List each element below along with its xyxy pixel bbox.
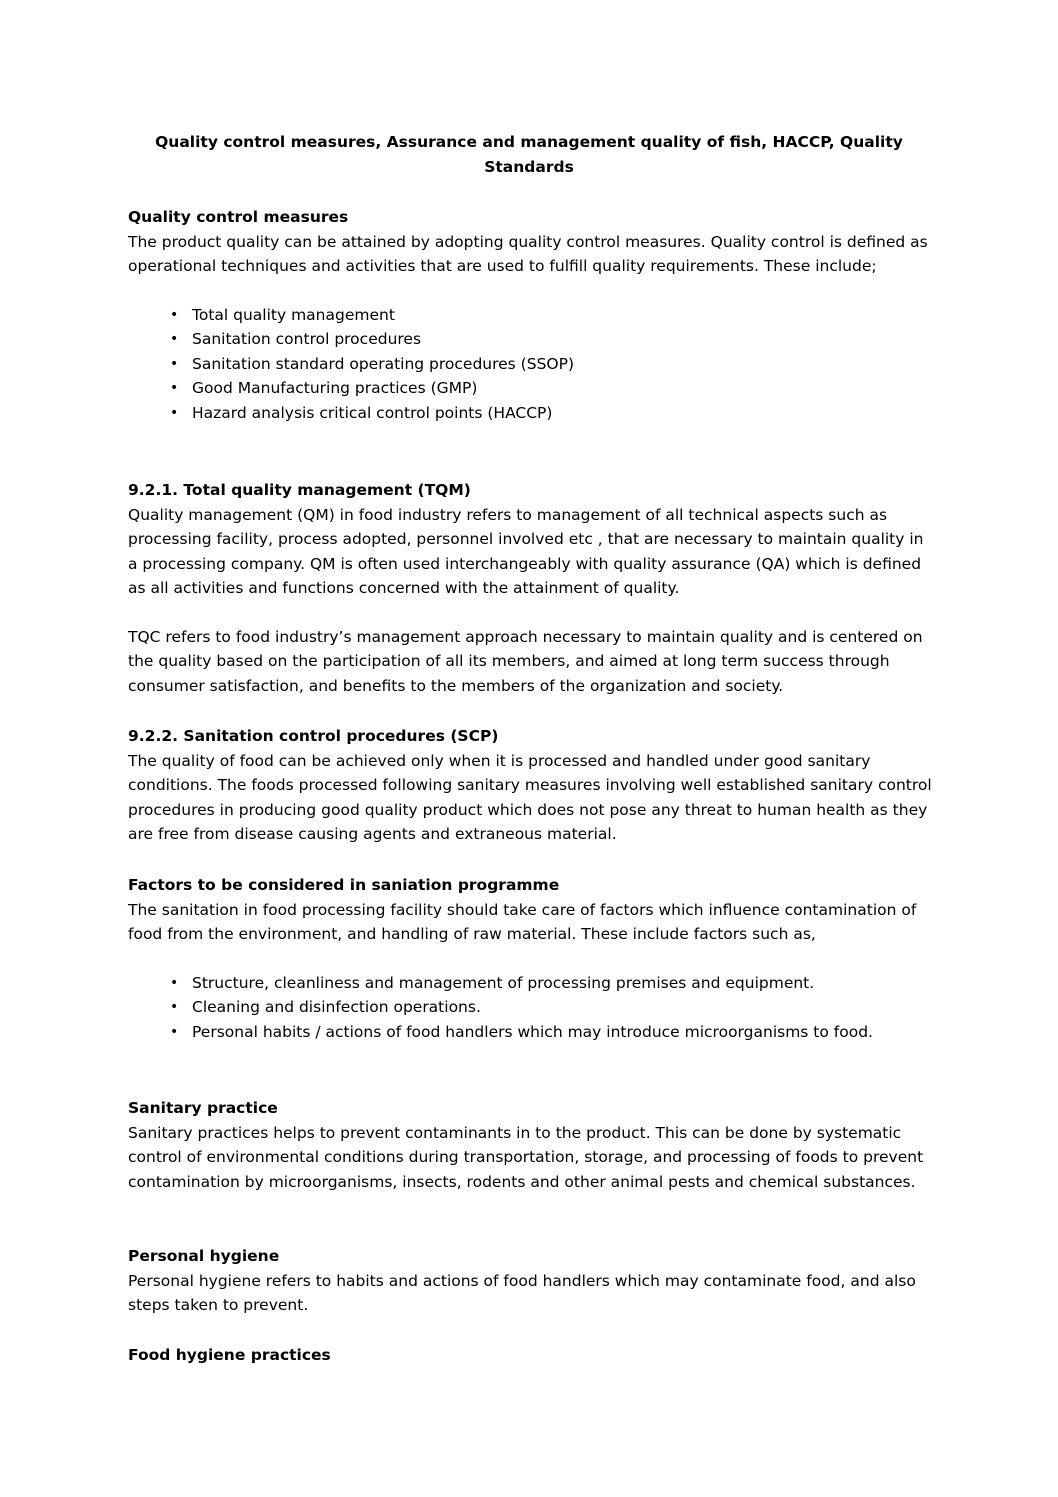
list-item: • Hazard analysis critical control points (HACCP) <box>128 401 933 426</box>
bullet-list <box>128 303 933 426</box>
section-paragraph: The product quality can be attained by adopting quality control measures. Quality control is defined as operational techniques and activities that are used to fulfill quality requirements. These include; <box>128 232 928 275</box>
section-paragraph: Sanitary practices helps to prevent contaminants in to the product. This can be done by systematic control of environmental conditions during transportation, storage, and processing of foods to prevent contamination by microorganisms, insects, rodents and other animal pests and chemical substances. <box>128 1123 924 1191</box>
list-item: • Sanitation standard operating procedures (SSOP) <box>128 352 933 377</box>
section-paragraph: The sanitation in food processing facility should take care of factors which influence contamination of food from the environment, and handling of raw material. These include factors such as, <box>128 900 917 943</box>
section-heading: 9.2.2. Sanitation control procedures (SCP) <box>128 727 499 745</box>
section-food-hygiene <box>128 1343 933 1368</box>
document-title: Quality control measures, Assurance and management quality of fish, HACCP, Quality Standards <box>155 133 903 176</box>
section-heading: Quality control measures <box>128 208 349 226</box>
section-tqm <box>128 478 933 698</box>
list-item: • Personal habits / actions of food handlers which may introduce microorganisms to food. <box>128 1020 933 1045</box>
list-item: • Good Manufacturing practices (GMP) <box>128 376 933 401</box>
section-heading: Sanitary practice <box>128 1099 278 1117</box>
section-sanitary-practice <box>128 1096 933 1194</box>
list-item: • Sanitation control procedures <box>128 327 933 352</box>
section-paragraph: Quality management (QM) in food industry refers to management of all technical aspects such as processing facility, process adopted, personnel involved etc , that are necessary to maintain quality in a processing company. QM is often used interchangeably with quality assurance (QA) which is defined as all activities and functions concerned with the attainment of quality. <box>128 505 924 597</box>
section-heading: 9.2.1. Total quality management (TQM) <box>128 481 471 499</box>
section-heading: Personal hygiene <box>128 1247 280 1265</box>
section-quality-control <box>128 205 933 425</box>
list-item: • Total quality management <box>128 303 933 328</box>
section-paragraph: TQC refers to food industry’s management approach necessary to maintain quality and is centered on the quality based on the participation of all its members, and aimed at long term success through consumer satisfaction, and benefits to the members of the organization and society. <box>128 627 923 695</box>
section-heading: Food hygiene practices <box>128 1346 331 1364</box>
list-item: • Structure, cleanliness and management of processing premises and equipment. <box>128 971 933 996</box>
section-paragraph: The quality of food can be achieved only when it is processed and handled under good sanitary conditions. The foods processed following sanitary measures involving well established sanitary control procedures in producing good quality product which does not pose any threat to human health as they are free from disease causing agents and extraneous material. <box>128 751 932 843</box>
section-scp <box>128 724 933 847</box>
section-heading: Factors to be considered in saniation programme <box>128 876 560 894</box>
section-factors <box>128 873 933 1044</box>
bullet-list <box>128 971 933 1045</box>
list-item: • Cleaning and disinfection operations. <box>128 995 933 1020</box>
section-paragraph: Personal hygiene refers to habits and actions of food handlers which may contaminate food, and also steps taken to prevent. <box>128 1271 916 1314</box>
section-personal-hygiene <box>128 1244 933 1318</box>
